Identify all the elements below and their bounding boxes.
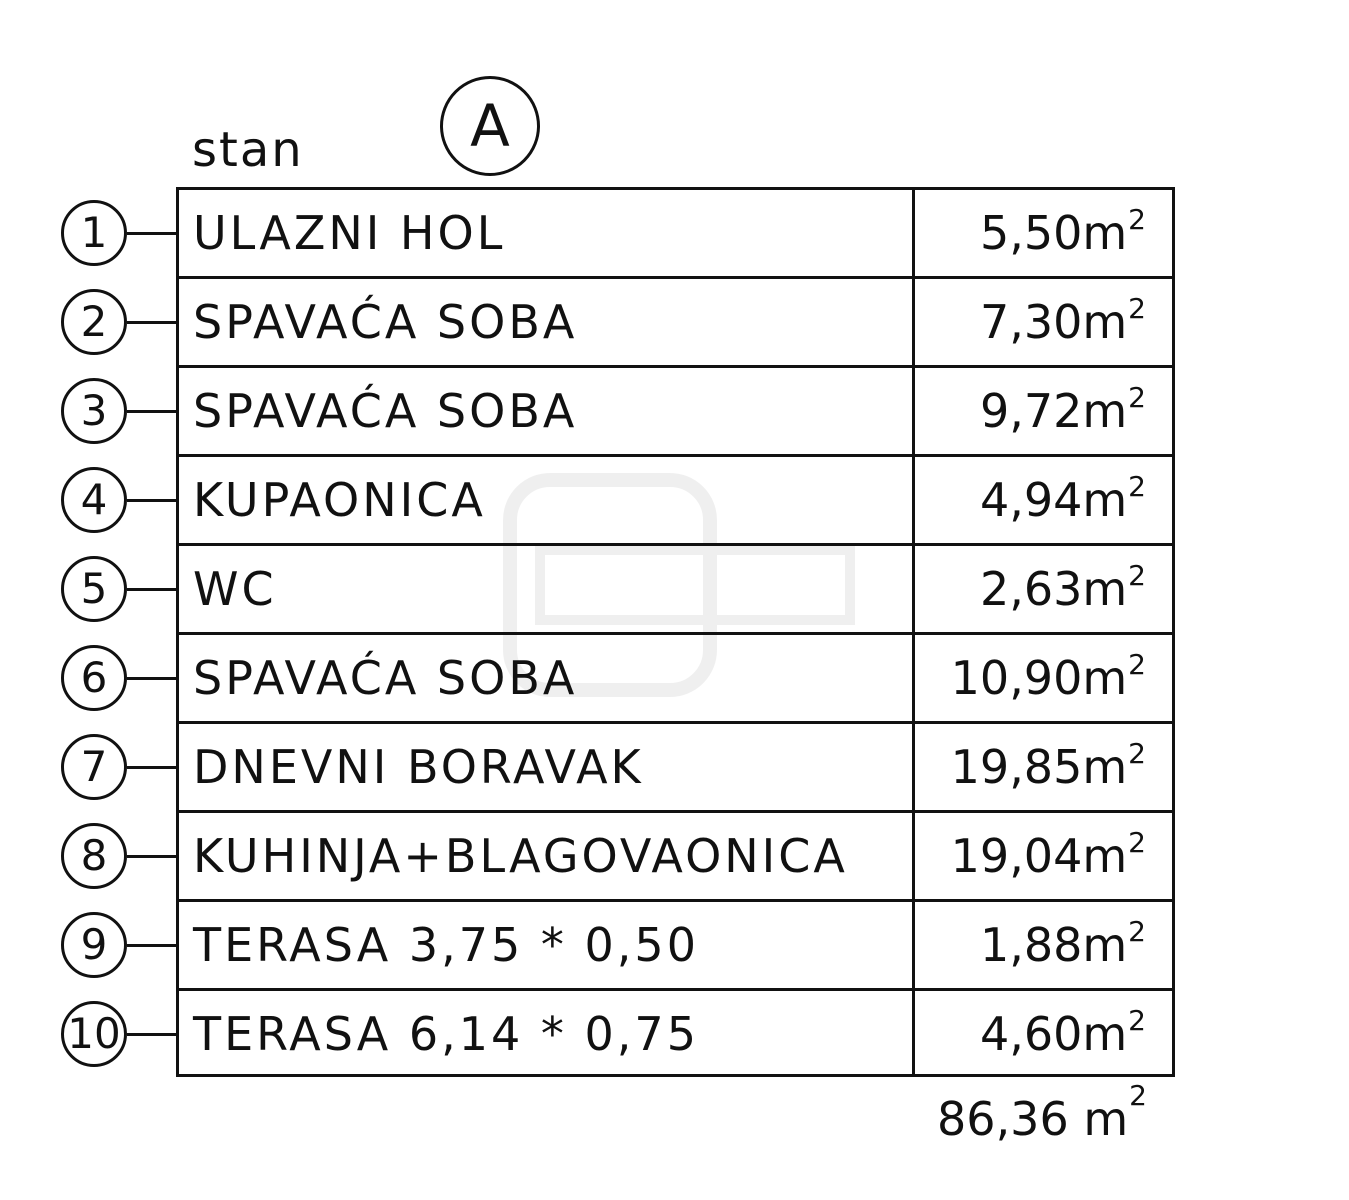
- room-name: SPAVAĆA SOBA: [193, 384, 578, 438]
- room-area-value: 5,50: [979, 206, 1083, 260]
- room-number: 9: [80, 920, 108, 969]
- table-row: [179, 457, 1172, 546]
- room-number-marker: [61, 645, 127, 711]
- room-area-unit-exp: 2: [1128, 825, 1146, 859]
- table-row: [179, 368, 1172, 457]
- room-area-unit: m: [1082, 295, 1128, 349]
- room-number: 10: [67, 1009, 121, 1058]
- room-number-marker: [61, 823, 127, 889]
- room-area-table: [176, 187, 1175, 1077]
- room-area: [980, 279, 1146, 365]
- room-area: [951, 724, 1146, 810]
- room-name: TERASA 6,14 * 0,75: [193, 1007, 699, 1061]
- room-number: 8: [80, 831, 108, 880]
- room-name: TERASA 3,75 * 0,50: [193, 918, 699, 972]
- room-area-unit: m: [1082, 1007, 1128, 1061]
- room-name: SPAVAĆA SOBA: [193, 295, 578, 349]
- room-number: 6: [80, 653, 108, 702]
- table-row: [179, 190, 1172, 279]
- room-area-unit-exp: 2: [1128, 558, 1146, 592]
- room-area-unit-exp: 2: [1128, 1003, 1146, 1037]
- room-area-unit: m: [1082, 740, 1128, 794]
- room-area-value: 19,04: [950, 829, 1083, 883]
- room-number-marker: [61, 200, 127, 266]
- room-name: WC: [193, 562, 277, 616]
- leader-line: [127, 499, 177, 502]
- leader-line: [127, 232, 177, 235]
- room-area-unit: m: [1082, 384, 1128, 438]
- room-area-value: 4,60: [979, 1007, 1083, 1061]
- column-divider: [912, 190, 915, 1074]
- room-area-value: 1,88: [979, 918, 1083, 972]
- room-name: KUHINJA+BLAGOVAONICA: [193, 829, 848, 883]
- room-area-unit-exp: 2: [1128, 380, 1146, 414]
- room-area-unit-exp: 2: [1128, 914, 1146, 948]
- room-area: [980, 190, 1146, 276]
- total-area-unit-exp: 2: [1129, 1078, 1147, 1112]
- leader-line: [127, 766, 177, 769]
- room-area-unit: m: [1082, 206, 1128, 260]
- leader-line: [127, 321, 177, 324]
- room-number: 2: [80, 297, 108, 346]
- table-row: [179, 902, 1172, 991]
- room-name: SPAVAĆA SOBA: [193, 651, 578, 705]
- room-area-unit: m: [1082, 651, 1128, 705]
- room-number-marker: [61, 378, 127, 444]
- room-area-unit-exp: 2: [1128, 647, 1146, 681]
- table-row: [179, 724, 1172, 813]
- room-number: 1: [80, 208, 108, 257]
- room-number-marker: [61, 556, 127, 622]
- room-number: 3: [80, 386, 108, 435]
- leader-line: [127, 588, 177, 591]
- leader-line: [127, 944, 177, 947]
- room-number: 5: [80, 564, 108, 613]
- room-area-unit-exp: 2: [1128, 469, 1146, 503]
- room-area: [951, 813, 1146, 899]
- total-area-value: 86,36: [937, 1092, 1069, 1146]
- room-name: KUPAONICA: [193, 473, 486, 527]
- room-area-unit-exp: 2: [1128, 291, 1146, 325]
- leader-line: [127, 855, 177, 858]
- table-row: [179, 991, 1172, 1080]
- room-area-value: 2,63: [979, 562, 1083, 616]
- room-number-marker: [61, 912, 127, 978]
- table-row: [179, 279, 1172, 368]
- room-name: DNEVNI BORAVAK: [193, 740, 644, 794]
- table-row: [179, 813, 1172, 902]
- room-number: 7: [80, 742, 108, 791]
- total-area: [937, 1078, 1147, 1146]
- room-area: [980, 368, 1146, 454]
- total-area-unit: m: [1083, 1092, 1129, 1146]
- room-area-unit-exp: 2: [1128, 736, 1146, 770]
- room-name: ULAZNI HOL: [193, 206, 506, 260]
- room-area-value: 4,94: [979, 473, 1083, 527]
- room-number-marker: [61, 1001, 127, 1067]
- leader-line: [127, 677, 177, 680]
- room-number-marker: [61, 467, 127, 533]
- room-area-unit: m: [1082, 918, 1128, 972]
- room-area-unit: m: [1082, 829, 1128, 883]
- apartment-marker: [440, 76, 540, 176]
- room-number: 4: [80, 475, 108, 524]
- room-area-value: 10,90: [950, 651, 1083, 705]
- room-area: [951, 635, 1146, 721]
- room-area-value: 9,72: [979, 384, 1083, 438]
- room-area-unit: m: [1082, 473, 1128, 527]
- leader-line: [127, 1033, 177, 1036]
- apartment-label: A: [470, 92, 510, 160]
- room-number-marker: [61, 289, 127, 355]
- table-title: stan: [192, 122, 304, 178]
- room-area-unit-exp: 2: [1128, 202, 1146, 236]
- room-area: [980, 457, 1146, 543]
- room-number-marker: [61, 734, 127, 800]
- room-area-value: 19,85: [950, 740, 1083, 794]
- table-row: [179, 546, 1172, 635]
- room-area: [980, 546, 1146, 632]
- room-area-value: 7,30: [979, 295, 1083, 349]
- room-area: [980, 902, 1146, 988]
- leader-line: [127, 410, 177, 413]
- table-row: [179, 635, 1172, 724]
- room-area-unit: m: [1082, 562, 1128, 616]
- room-area: [980, 991, 1146, 1077]
